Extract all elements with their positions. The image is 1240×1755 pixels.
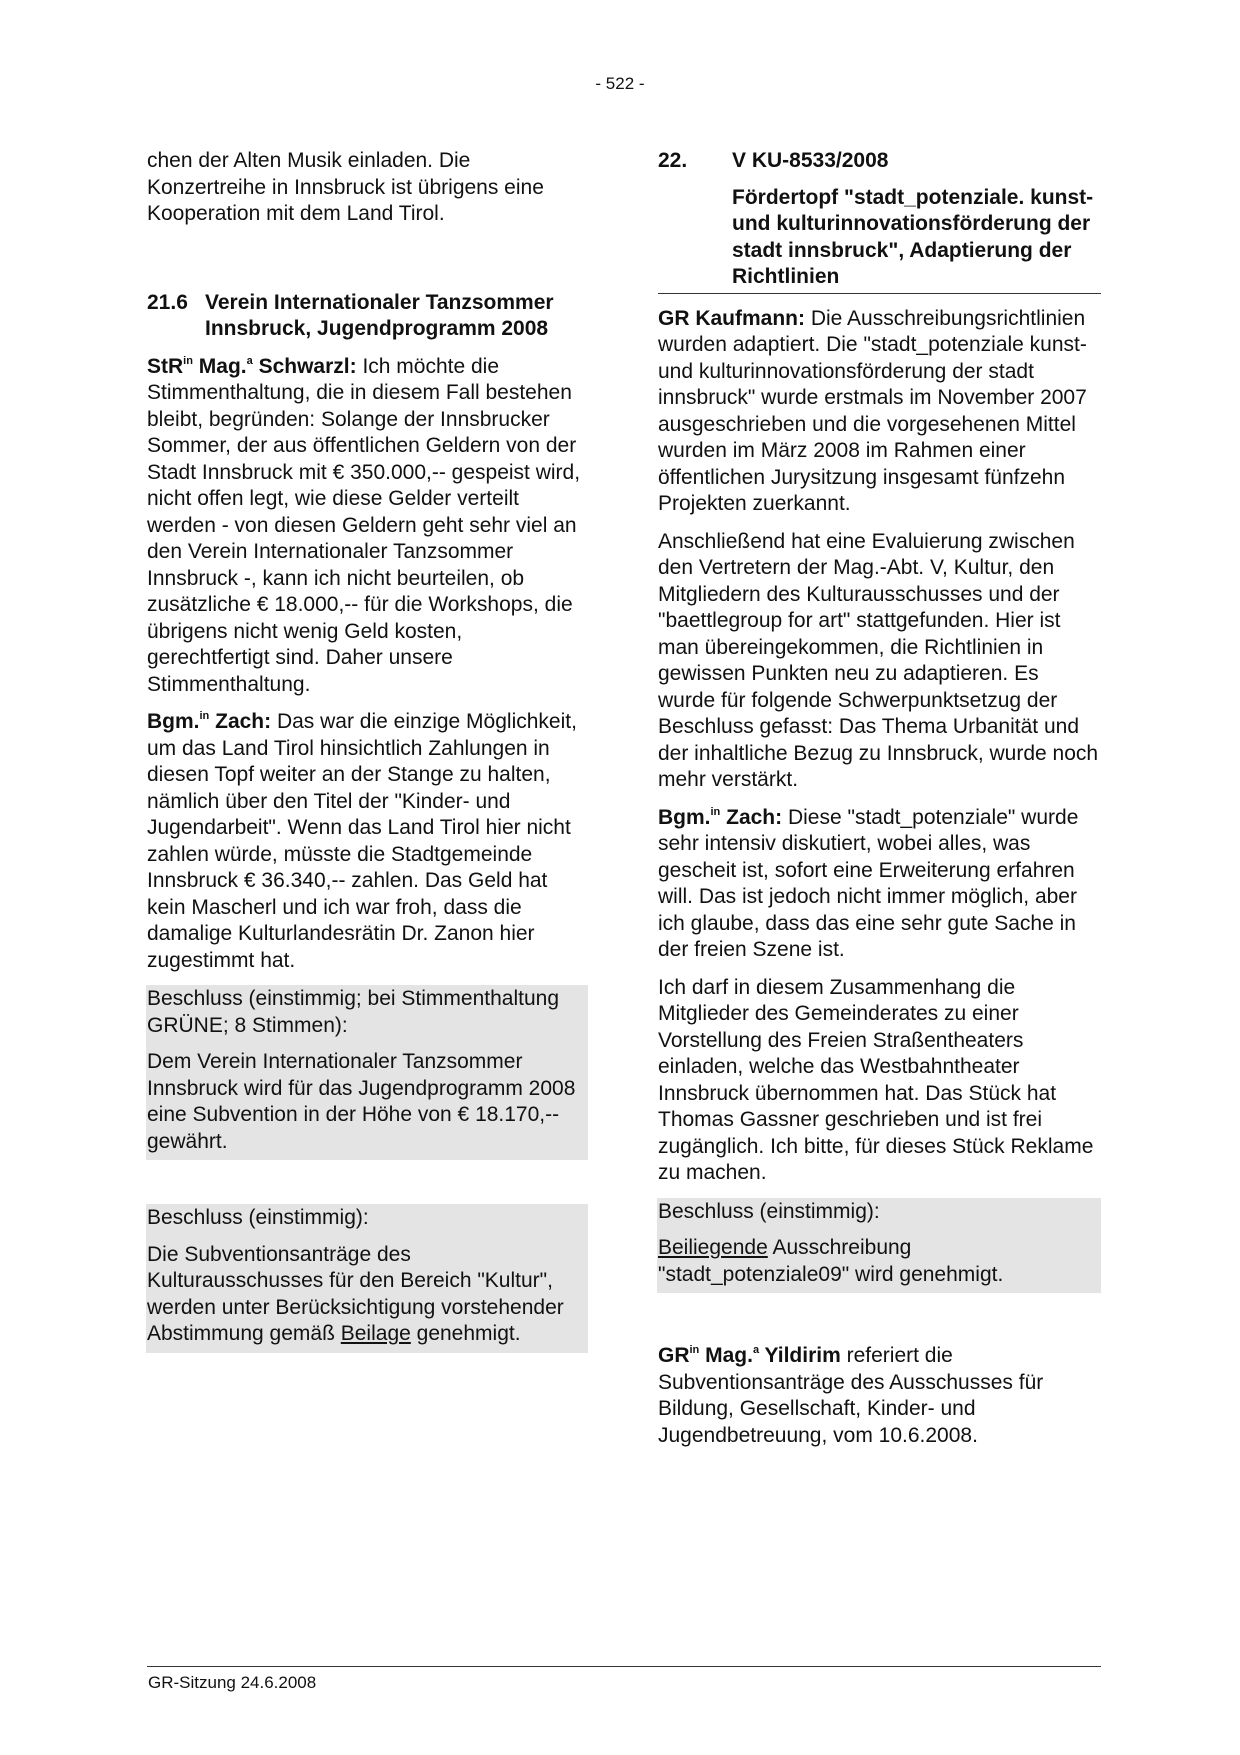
beilage-link[interactable]: Beilage: [340, 1322, 411, 1345]
section-heading-21-6: [147, 290, 588, 343]
resolution-body: [147, 1242, 580, 1348]
right-column: [658, 148, 1101, 1460]
speaker-name: Zach:: [720, 805, 783, 829]
footer-session-label: GR-Sitzung 24.6.2008: [148, 1673, 317, 1692]
section-indent: [658, 185, 732, 291]
speaker-title-sup: a: [246, 354, 253, 367]
paragraph-evaluierung: Anschließend hat eine Evaluierung zwischen den Vertretern der Mag.-Abt. V, Kultur, den Mitgliedern des Kulturausschusses und der "baettlegroup for art" stattgefunden. Hier ist man übereingekommen, die Richtlinien in gewissen Punkten neu zu adaptieren. Es wurde für folgende Schwerpunktsetzug der Beschluss gefasst: Das Thema Urbanität und der inhaltliche Bezug zu Innsbruck, wurde noch mehr verstärkt.: [658, 529, 1099, 791]
resolution-text: Die Subventionsanträge des Kulturausschusses für den Bereich "Kultur", werden unter Berücksichtigung vorstehender Abstimmung gemäß: [147, 1242, 564, 1345]
section-code: V KU-8533/2008: [732, 149, 889, 172]
speech-yildirim: [658, 1343, 1101, 1449]
resolution-head: Beschluss (einstimmig):: [658, 1199, 880, 1223]
speech-text: Das war die einzige Möglichkeit, um das Land Tirol hinsichtlich Zahlungen in diesen Topf weiter an der Stange zu halten, nämlich über den Titel der "Kinder- und Jugendarbeit". Wenn das Land Tirol hier nicht zahlen würde, müsste die Stadtgemeinde Innsbruck € 36.340,-- zahlen. Das Geld hat kein Mascherl und ich war froh, dass die damalige Kulturlandesrätin Dr. Zanon hier zugestimmt hat.: [147, 710, 577, 972]
speaker-name: Yildirim: [759, 1344, 841, 1367]
resolution-head: Beschluss (einstimmig; bei Stimmenthaltung GRÜNE; 8 Stimmen):: [147, 987, 560, 1037]
speaker-title: Mag.: [699, 1344, 753, 1367]
resolution-head: Beschluss (einstimmig):: [147, 1206, 369, 1229]
speech-text: Die Ausschreibungsrichtlinien wurden adaptiert. Die "stadt_potenziale kunst- und kulturinnovationsförderung der stadt innsbruck" wurde erstmals im November 2007 ausgeschrieben und die vorgesehenen Mittel wurden im März 2008 im Rahmen einer öffentlichen Jurysitzung insgesamt fünfzehn Projekten zuerkannt.: [658, 306, 1087, 515]
resolution-block-2: [146, 1204, 588, 1353]
speaker-name: Schwarzl:: [252, 354, 357, 378]
speech-schwarzl: [147, 354, 588, 699]
resolution-block-22: [657, 1198, 1101, 1294]
beiliegende-link[interactable]: Beiliegende: [658, 1236, 768, 1259]
speech-zach: [658, 805, 1101, 964]
speaker-role-sup: in: [710, 805, 721, 818]
speaker-role-sup: in: [689, 1344, 700, 1356]
speaker-role: Bgm.: [147, 710, 200, 733]
section-title: Fördertopf "stadt_potenziale. kunst- und kulturinnovationsförderung der stadt innsbruck", Adaptierung der Richtlinien: [732, 185, 1094, 288]
speaker-role-sup: in: [199, 710, 210, 722]
speaker-role-sup: in: [183, 354, 193, 367]
speech-text: referiert die Subventionsanträge des Ausschusses für Bildung, Gesellschaft, Kinder- und Jugendbetreuung, vom 10.6.2008.: [658, 1344, 1044, 1447]
section-title-row: [658, 185, 1101, 291]
resolution-text-end: genehmigt.: [410, 1322, 521, 1345]
speaker-role: GR: [658, 1344, 690, 1367]
section-heading-22: [658, 148, 1101, 294]
speech-text: Diese "stadt_potenziale" wurde sehr intensiv diskutiert, wobei alles, was gescheit ist, sofort eine Erweiterung erfahren will. Das ist jedoch nicht immer möglich, aber ich glaube, dass das eine sehr gute Sache in der freien Szene ist.: [658, 805, 1079, 961]
resolution-body: Dem Verein Internationaler Tanzsommer Innsbruck wird für das Jugendprogramm 2008 eine Subvention in der Höhe von € 18.170,-- gewährt.: [147, 1050, 576, 1153]
section-code-row: [658, 148, 1101, 175]
speaker-role: Bgm.: [658, 805, 711, 829]
section-title: Verein Internationaler Tanzsommer Innsbruck, Jugendprogramm 2008: [205, 290, 554, 340]
speaker-role: StR: [147, 354, 184, 378]
speaker-name: GR Kaufmann:: [658, 306, 805, 330]
left-column: [147, 148, 588, 1353]
speech-kaufmann: [658, 306, 1101, 518]
left-intro: chen der Alten Musik einladen. Die Konzertreihe in Innsbruck ist übrigens eine Kooperation mit dem Land Tirol.: [147, 149, 544, 225]
speech-text: Ich möchte die Stimmenthaltung, die in diesem Fall bestehen bleibt, begründen: Solange der Innsbrucker Sommer, der aus öffentlichen Geldern von der Stadt Innsbruck mit € 350.000,-- gespeist wird, nicht offen legt, wie diese Gelder verteilt werden - von diesen Geldern geht sehr viel an den Verein Internationaler Tanzsommer Innsbruck -, kann ich nicht beurteilen, ob zusätzliche € 18.000,-- für die Workshops, die übrigens nicht wenig Geld kosten, gerechtfertigt sind. Daher unsere Stimmenthaltung.: [147, 354, 581, 696]
speaker-title-sup: a: [752, 1344, 760, 1356]
resolution-body: [658, 1235, 1093, 1288]
section-number: 22.: [658, 149, 688, 172]
speaker-title: Mag.: [192, 354, 247, 378]
page-number: - 522 -: [595, 74, 645, 93]
speech-zach: [147, 709, 588, 974]
resolution-text: Ausschreibung "stadt_potenziale09" wird genehmigt.: [658, 1236, 1004, 1286]
speaker-name: Zach:: [209, 710, 272, 733]
resolution-block-1: [146, 985, 588, 1160]
paragraph-strassentheater: Ich darf in diesem Zusammenhang die Mitglieder des Gemeinderates zu einer Vorstellung des Freien Straßentheaters einladen, welche das Westbahntheater Innsbruck übernommen hat. Das Stück hat Thomas Gassner geschrieben und ist frei zugänglich. Ich bitte, für dieses Stück Reklame zu machen.: [658, 975, 1094, 1184]
section-number: 21.6: [147, 290, 188, 314]
footer-divider: [147, 1666, 1101, 1667]
